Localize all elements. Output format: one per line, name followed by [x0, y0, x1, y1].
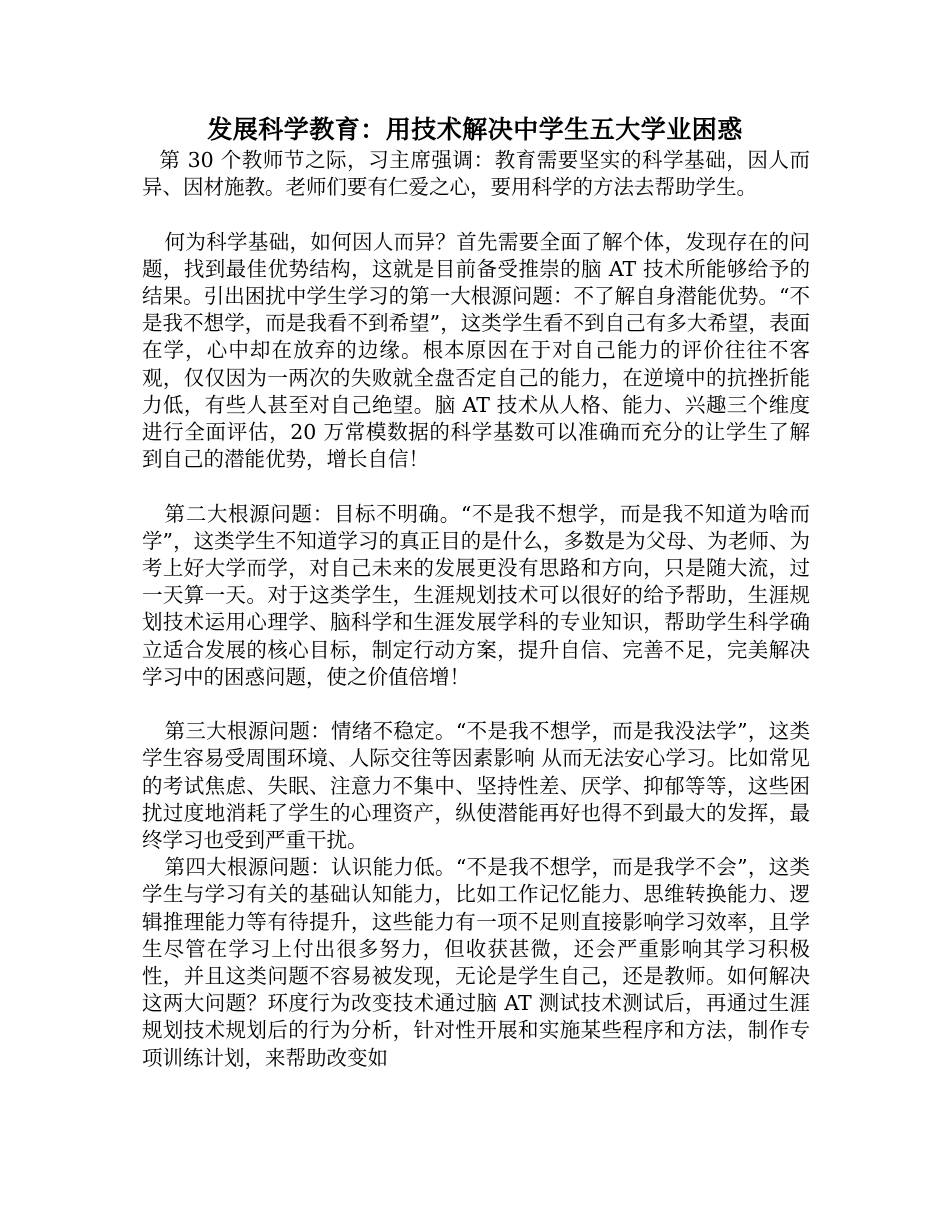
paragraph-first-problem: 何为科学基础，如何因人而异？首先需要全面了解个体，发现存在的问题，找到最佳优势结构，这就是目前备受推崇的脑 AT 技术所能够给予的结果。引出困扰中学生学习的第一大根源问题：不了解自身潜能优势。“不是我不想学，而是我看不到希望”，这类学生看不到自己有多大希望，表面在学，心中却在放弃的边缘。根本原因在于对自己能力的评价往往不客观，仅仅因为一两次的失败就全盘否定自己的能力，在逆境中的抗挫折能力低，有些人甚至对自己绝望。脑 AT 技术从人格、能力、兴趣三个维度进行全面评估，20 万常模数据的科学基数可以准确而充分的让学生了解到自己的潜能优势，增长自信！ [142, 229, 810, 472]
paragraph-spacer [142, 473, 810, 500]
paragraph-fourth-problem: 第四大根源问题：认识能力低。“不是我不想学，而是我学不会”，这类学生与学习有关的基础认知能力，比如工作记忆能力、思维转换能力、逻辑推理能力等有待提升，这些能力有一项不足则直接影响学习效率，且学生尽管在学习上付出很多努力，但收获甚微，还会严重影响其学习积极性，并且这类问题不容易被发现，无论是学生自己，还是教师。如何解决这两大问题？环度行为改变技术通过脑 AT 测试技术测试后，再通过生涯规划技术规划后的行为分析，针对性开展和实施某些程序和方法，制作专项训练计划，来帮助改变如 [142, 855, 810, 1070]
paragraph-spacer [142, 201, 810, 228]
paragraph-second-problem: 第二大根源问题：目标不明确。“不是我不想学，而是我不知道为啥而学”，这类学生不知道学习的真正目的是什么，多数是为父母、为老师、为考上好大学而学，对自己未来的发展更没有思路和方向，只是随大流，过一天算一天。对于这类学生，生涯规划技术可以很好的给予帮助，生涯规划技术运用心理学、脑科学和生涯发展学科的专业知识，帮助学生科学确立适合发展的核心目标，制定行动方案，提升自信、完善不足，完美解决学习中的困惑问题，使之价值倍增！ [142, 501, 810, 689]
document-body [142, 147, 810, 1072]
paragraph-intro: 第 30 个教师节之际，习主席强调：教育需要坚实的科学基础，因人而异、因材施教。老师们要有仁爱之心，要用科学的方法去帮助学生。 [142, 148, 810, 200]
paragraph-spacer [142, 691, 810, 718]
document-title: 发展科学教育：用技术解决中学生五大学业困惑 [207, 115, 743, 144]
paragraph-third-problem: 第三大根源问题：情绪不稳定。“不是我不想学，而是我没法学”，这类学生容易受周围环境、人际交往等因素影响 从而无法安心学习。比如常见的考试焦虑、失眠、注意力不集中、坚持性差、厌学、抑郁等等，这些困扰过度地消耗了学生的心理资产，纵使潜能再好也得不到最大的发挥，最终学习也受到严重干扰。 [142, 719, 810, 853]
